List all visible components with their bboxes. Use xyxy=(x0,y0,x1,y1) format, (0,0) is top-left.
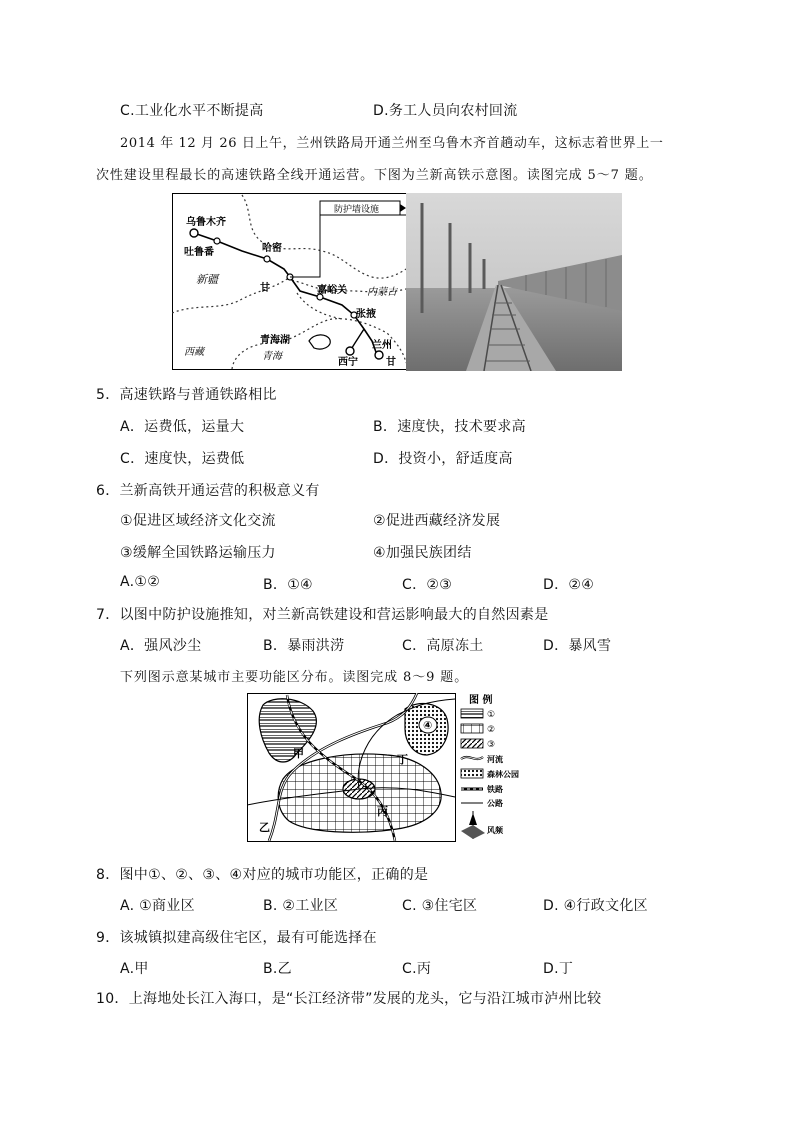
map1-label-zhangye: 张掖 xyxy=(356,309,376,320)
legend-item-3: ③ xyxy=(487,740,496,750)
lanxin-railway-figure xyxy=(172,193,622,371)
q9-option-b: B.乙 xyxy=(263,961,292,977)
legend-item-2: ② xyxy=(487,725,496,735)
q4-option-c: C.工业化水平不断提高 xyxy=(120,103,264,119)
q10-stem: 10．上海地处长江入海口，是“长江经济带”发展的龙头，它与沿江城市泸州比较 xyxy=(96,991,602,1007)
q8-option-b: B. ②工业区 xyxy=(263,898,339,914)
map2-label-ding: 丁 xyxy=(397,753,408,766)
map1-label-xizang: 西藏 xyxy=(184,347,204,358)
city-function-zone-map xyxy=(247,693,537,843)
map1-label-urumqi: 乌鲁木齐 xyxy=(186,217,226,228)
legend-item-1: ① xyxy=(487,710,496,720)
q7-stem: 7．以图中防护设施推知，对兰新高铁建设和营运影响最大的自然因素是 xyxy=(96,607,549,623)
q9-option-c: C.丙 xyxy=(402,961,432,977)
q9-option-d: D.丁 xyxy=(543,961,574,977)
map2-label-jia: 甲 xyxy=(293,747,304,760)
intro-5-7-line2: 次性建设里程最长的高速铁路全线开通运营。下图为兰新高铁示意图。读图完成 5～7 题。 xyxy=(96,168,653,183)
map2-label-yi: 乙 xyxy=(259,821,270,834)
q7-option-d: D．暴风雪 xyxy=(543,638,612,654)
q6-statement-3: ③缓解全国铁路运输压力 xyxy=(120,545,276,561)
map1-label-gansu: 甘 xyxy=(260,283,270,294)
intro-8-9: 下列图示意某城市主要功能区分布。读图完成 8～9 题。 xyxy=(120,670,469,685)
legend-item-wind: 风频 xyxy=(487,826,503,835)
q6-option-b: B．①④ xyxy=(263,577,313,593)
q5-option-a: A．运费低，运量大 xyxy=(120,419,245,435)
q7-option-b: B．暴雨洪涝 xyxy=(263,638,345,654)
city-function-zone-figure xyxy=(247,693,537,843)
map1-label-lanzhou: 兰州 xyxy=(372,340,392,351)
map1-label-xinjiang: 新疆 xyxy=(196,273,218,286)
map1-label-xining: 西宁 xyxy=(338,357,358,368)
q4-option-d: D.务工人员向农村回流 xyxy=(373,103,518,119)
map2-label-bing: 丙 xyxy=(377,805,388,818)
legend-title: 图 例 xyxy=(469,695,493,706)
q6-stem: 6．兰新高铁开通运营的积极意义有 xyxy=(96,483,320,499)
map1-callout-label: 防护墙设施 xyxy=(334,205,380,215)
map1-label-qinghai-lake: 青海湖 xyxy=(260,335,290,346)
map1-label-hami: 哈密 xyxy=(262,243,282,254)
intro-5-7-line1: 2014 年 12 月 26 日上午，兰州铁路局开通兰州至乌鲁木齐首趟动车，这标志着世界上一 xyxy=(120,136,664,151)
q6-option-a: A.①② xyxy=(120,574,161,590)
legend-item-road: 公路 xyxy=(487,799,503,808)
q5-option-b: B．速度快，技术要求高 xyxy=(373,419,526,435)
q5-option-c: C．速度快，运费低 xyxy=(120,451,245,467)
q6-option-c: C．②③ xyxy=(402,577,453,593)
q6-statement-2: ②促进西藏经济发展 xyxy=(373,513,501,529)
q7-option-c: C．高原冻土 xyxy=(402,638,484,654)
map1-label-qinghai: 青海 xyxy=(262,351,282,362)
map1-label-turpan: 吐鲁番 xyxy=(184,247,214,258)
legend-item-forest-park: 森林公园 xyxy=(487,770,519,779)
q8-stem: 8．图中①、②、③、④对应的城市功能区，正确的是 xyxy=(96,867,429,883)
wind-rose-icon xyxy=(461,811,485,839)
q9-stem: 9．该城镇拟建高级住宅区，最有可能选择在 xyxy=(96,930,377,946)
legend-item-railway: 铁路 xyxy=(487,785,503,794)
map1-label-neimenggu: 内蒙古 xyxy=(367,287,397,298)
q5-option-d: D．投资小，舒适度高 xyxy=(373,451,513,467)
legend-item-river: 河流 xyxy=(487,755,503,764)
q7-option-a: A．强风沙尘 xyxy=(120,638,202,654)
q8-option-c: C. ③住宅区 xyxy=(402,898,478,914)
map1-label-gansu-short: 甘 xyxy=(386,357,396,368)
q6-statement-4: ④加强民族团结 xyxy=(373,545,472,561)
q8-option-d: D. ④行政文化区 xyxy=(543,898,648,914)
q5-stem: 5．高速铁路与普通铁路相比 xyxy=(96,387,277,403)
map1-label-jiayuguan: 嘉峪关 xyxy=(317,285,347,296)
q8-option-a: A. ①商业区 xyxy=(120,898,195,914)
q6-statement-1: ①促进区域经济文化交流 xyxy=(120,513,276,529)
q6-option-d: D．②④ xyxy=(543,577,595,593)
protective-wall-photo xyxy=(406,193,622,371)
q9-option-a: A.甲 xyxy=(120,961,149,977)
map2-label-four: ④ xyxy=(423,719,433,732)
